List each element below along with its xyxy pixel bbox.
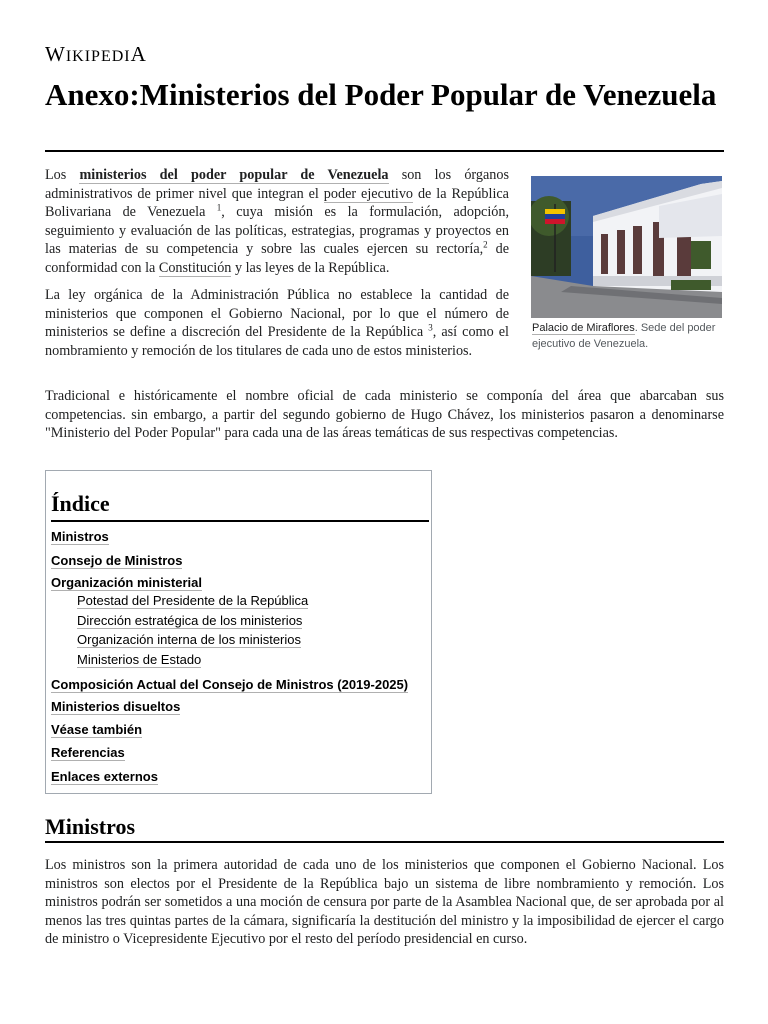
toc-item-referencias[interactable]: Referencias — [51, 745, 125, 760]
paragraph-nombre-oficial: Tradicional e históricamente el nombre oficial de cada ministerio se componía del área que abarcaban sus competencias. sin embargo, a partir del segundo gobierno de Hugo Chávez, los ministerios pasaron a denominarse "Ministerio del Poder Popular" para cada una de las áreas temáticas de sus respectivas competencias. — [45, 388, 724, 442]
caption-text: . Sede del poder ejecutivo de Venezuela. — [532, 322, 716, 350]
palace-illustration — [531, 176, 722, 318]
paragraph-ley-organica — [45, 286, 509, 360]
subject-bold-link[interactable]: ministerios del poder popular de Venezuela — [79, 167, 389, 183]
toc-item-organizacion[interactable]: Organización ministerial — [51, 575, 202, 590]
caption-link-miraflores[interactable]: Palacio de Miraflores — [532, 322, 635, 334]
toc-title: Índice — [51, 491, 110, 516]
table-of-contents — [45, 470, 432, 794]
intro-text-5: y las leyes de la República. — [231, 259, 390, 276]
toc-divider — [51, 520, 429, 522]
intro-text-1: son los órganos administrativos de primer nivel que integran el — [45, 167, 509, 202]
toc-item-ministros[interactable]: Ministros — [51, 529, 109, 544]
wordmark-letter-a: A — [130, 42, 147, 66]
toc-subitem-organizacion-interna[interactable]: Organización interna de los ministerios — [77, 632, 301, 647]
image-caption — [532, 320, 724, 352]
miraflores-palace-image[interactable] — [531, 176, 722, 318]
page-title: Anexo:Ministerios del Poder Popular de Venezuela — [45, 77, 717, 112]
toc-item-composicion[interactable]: Composición Actual del Consejo de Ministros (2019-2025) — [51, 677, 409, 692]
title-divider — [45, 150, 724, 152]
intro-paragraph — [45, 166, 509, 278]
link-constitucion[interactable]: Constitución — [158, 259, 232, 276]
para2-text-2: , así como el nombramiento y remoción de los titulares de cada uno de estos ministerios. — [45, 324, 509, 359]
section-divider — [45, 841, 724, 843]
paragraph-ministros: Los ministros son la primera autoridad de cada uno de los ministerios que componen el Gobierno Nacional. Los ministros son electos por el Presidente de la República bajo un sistema de libre nombramiento y remoción. Los ministros podrán ser sometidos a una moción de censura por parte de la Asamblea Nacional que, de ser aprobada por al menos las tres quintas partes de la cámara, significaría la destitución del ministro y la imposibilidad de ejercer el cargo de ministro o Vicepresidente Ejecutivo por el resto del período presidencial en curso. — [45, 857, 724, 948]
para2-text-1: La ley orgánica de la Administración Pública no establece la cantidad de ministerios que componen el Gobierno Nacional, por lo que el número de ministerios se define a discreción del Presidente de la República — [45, 287, 509, 341]
reference-1[interactable]: 1 — [216, 202, 222, 213]
intro-lead: Los — [45, 167, 80, 183]
reference-3[interactable]: 3 — [428, 322, 433, 333]
toc-item-vease[interactable]: Véase también — [51, 722, 143, 737]
toc-item-enlaces[interactable]: Enlaces externos — [51, 769, 158, 784]
intro-text-3: , cuya misión es la formulación, adopción, seguimiento y evaluación de las políticas, estrategias, programas y proyectos en las materias de su competencia y sobre las cuales ejercen su rectoría, — [45, 204, 510, 258]
wordmark-letter-w: W — [45, 42, 66, 66]
toc-item-disueltos[interactable]: Ministerios disueltos — [51, 699, 181, 714]
toc-subitem-ministerios-estado[interactable]: Ministerios de Estado — [77, 652, 202, 667]
toc-subitem-direccion[interactable]: Dirección estratégica de los ministerios — [77, 613, 303, 628]
wordmark-small-caps: IKIPEDI — [65, 48, 131, 65]
intro-text-4: de conformidad con la — [45, 241, 509, 276]
toc-subitem-potestad[interactable]: Potestad del Presidente de la República — [77, 593, 309, 608]
section-heading-ministros: Ministros — [45, 814, 136, 839]
intro-text-2: de la República Bolivariana de Venezuela — [45, 185, 509, 221]
toc-item-consejo[interactable]: Consejo de Ministros — [51, 553, 183, 568]
reference-2[interactable]: 2 — [483, 239, 488, 250]
link-poder-ejecutivo[interactable]: poder ejecutivo — [323, 185, 414, 202]
wikipedia-wordmark[interactable] — [45, 42, 147, 67]
